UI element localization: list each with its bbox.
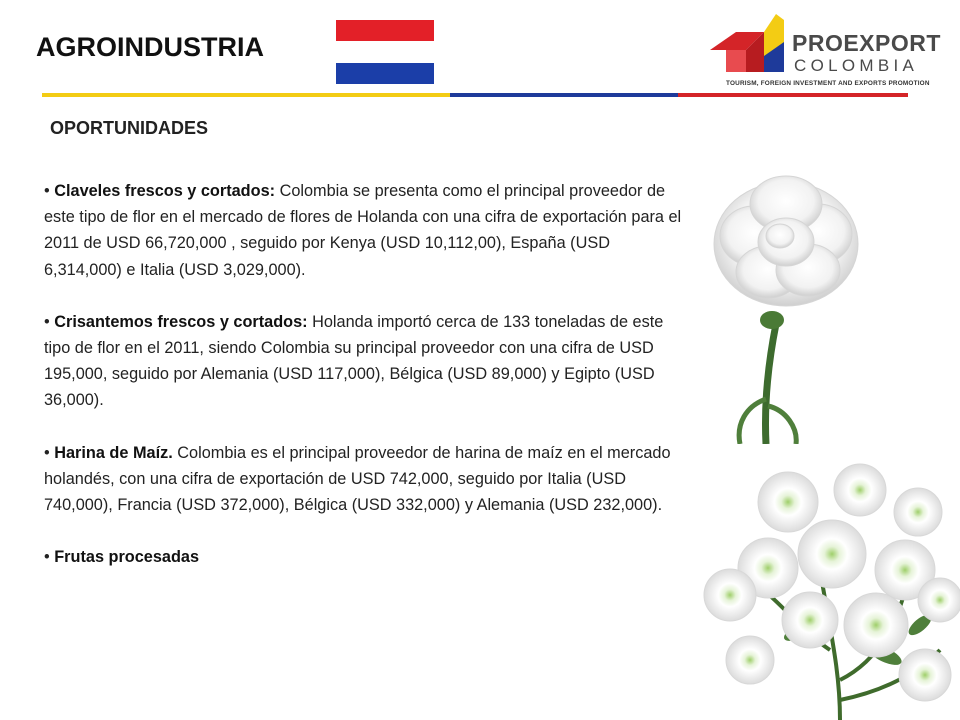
- bullet-icon: •: [44, 182, 50, 200]
- item-heading: Crisantemos frescos y cortados:: [54, 312, 308, 331]
- netherlands-flag-icon: [336, 20, 434, 84]
- item-text: Colombia se presenta como el principal proveedor de este tipo de flor en el mercado de flores de Holanda con una cifra de exportación para el 2011 de USD 66,720,000 , seguido por Kenya (USD 10,112,00), España (USD 6,314,000) e Italia (USD 3,029,000).: [44, 182, 682, 279]
- bullet-icon: •: [44, 443, 50, 462]
- list-item: [44, 544, 684, 570]
- white-chrysanthemum-photo: [690, 450, 960, 720]
- item-heading: Claveles frescos y cortados:: [54, 182, 276, 200]
- list-item: [44, 309, 684, 414]
- header-divider: [42, 93, 908, 97]
- page-title: AGROINDUSTRIA: [36, 32, 264, 62]
- white-carnation-photo: [706, 144, 960, 444]
- proexport-logo: [706, 12, 941, 92]
- item-heading: Harina de Maíz.: [54, 443, 173, 462]
- proexport-logo-mark-icon: [706, 12, 790, 82]
- bullet-icon: •: [44, 312, 50, 331]
- item-text: Colombia es el principal proveedor de harina de maíz en el mercado holandés, con una cifra de exportación de USD 742,000, seguido por Italia (USD 740,000), Francia (USD 372,000), Bélgica (USD 332,000) y Alemania (USD 232,000).: [44, 443, 671, 515]
- section-subtitle: OPORTUNIDADES: [50, 118, 209, 138]
- opportunities-list: [44, 178, 684, 596]
- item-text: Holanda importó cerca de 133 toneladas de este tipo de flor en el 2011, siendo Colombia su principal proveedor con una cifra de USD 195,000, seguido por Alemania (USD 117,000), Bélgica (USD 89,000) y Egipto (USD 36,000).: [44, 312, 664, 410]
- item-heading: Frutas procesadas: [54, 548, 200, 567]
- list-item: [44, 440, 684, 519]
- logo-word-proexport: PROEXPORT: [792, 30, 941, 56]
- list-item: [44, 178, 684, 283]
- logo-tagline: TOURISM, FOREIGN INVESTMENT AND EXPORTS PROMOTION: [726, 80, 930, 87]
- logo-word-colombia: COLOMBIA: [794, 56, 919, 75]
- bullet-icon: •: [44, 548, 50, 567]
